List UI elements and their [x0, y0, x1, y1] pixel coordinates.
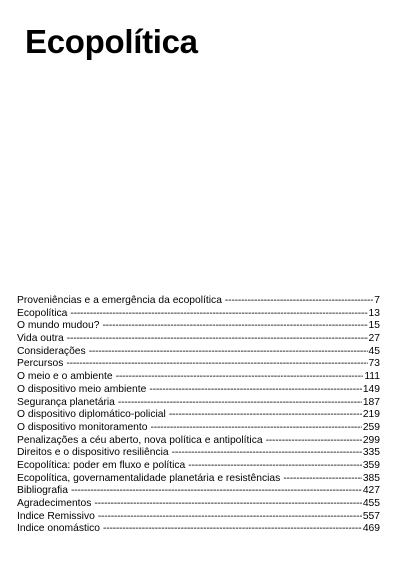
toc-entry [17, 435, 380, 448]
toc-entry [17, 498, 380, 511]
toc-leader-dashes [151, 422, 362, 435]
toc-entry-title: Índice Remissivo [17, 510, 95, 522]
toc-entry-title: Penalizações a céu aberto, nova política e antipolítica [17, 434, 263, 446]
toc-leader-dashes [283, 473, 362, 486]
toc-entry-title: Bibliografia [17, 485, 68, 497]
toc-entry [17, 473, 380, 486]
toc-entry-title: O mundo mudou? [17, 320, 100, 332]
toc-leader-dashes [89, 346, 368, 359]
toc-leader-dashes [102, 320, 367, 333]
toc-entry [17, 511, 380, 524]
toc-leader-dashes [103, 523, 362, 536]
toc-leader-dashes [172, 447, 362, 460]
toc-entry-title: Ecopolítica: poder em fluxo e política [17, 459, 186, 471]
toc-leader-dashes [188, 460, 362, 473]
toc-entry [17, 308, 380, 321]
toc-entry-title: Agradecimentos [17, 498, 92, 509]
toc-entry-page-number: 455 [362, 498, 380, 509]
toc-leader-dashes [149, 384, 361, 397]
toc-leader-dashes [118, 397, 362, 410]
toc-entry-page-number: 187 [362, 396, 380, 408]
toc-entry-page-number: 557 [362, 510, 380, 522]
toc-entry-title: Direitos e o dispositivo resiliência [17, 447, 169, 459]
toc-entry-page-number: 299 [362, 434, 380, 446]
toc-entry [17, 422, 380, 435]
toc-entry-page-number: 219 [362, 409, 380, 421]
toc-leader-dashes [66, 358, 367, 371]
toc-entry-title: O dispositivo diplomático-policial [17, 409, 166, 421]
toc-entry [17, 397, 380, 410]
toc-entry-page-number: 111 [364, 371, 380, 383]
toc-entry [17, 447, 380, 460]
toc-entry-title: Ecopolítica, governamentalidade planetária e resistências [17, 472, 281, 484]
toc-leader-dashes [169, 409, 362, 422]
toc-entry [17, 333, 380, 346]
toc-entry [17, 346, 380, 359]
toc-entry-title: Proveniências e a emergência da ecopolítica [17, 295, 222, 306]
toc-entry-page-number: 149 [362, 383, 380, 395]
toc-entry-title: Segurança planetária [17, 396, 115, 408]
toc-entry-title: Vida outra [17, 333, 64, 345]
toc-entry [17, 485, 380, 498]
toc-entry [17, 320, 380, 333]
toc-entry-page-number: 427 [362, 485, 380, 497]
toc-entry [17, 358, 380, 371]
toc-entry [17, 295, 380, 308]
toc-entry-page-number: 469 [362, 523, 380, 535]
toc-entry-page-number: 259 [362, 421, 380, 433]
toc-entry-title: O meio e o ambiente [17, 371, 113, 383]
toc-entry-title: Ecopolítica [17, 307, 68, 319]
table-of-contents [17, 295, 380, 536]
toc-entry-title: O dispositivo monitoramento [17, 421, 148, 433]
toc-entry-title: Considerações [17, 345, 86, 357]
toc-leader-dashes [116, 371, 364, 384]
toc-entry-page-number: 73 [368, 358, 380, 370]
toc-leader-dashes [70, 308, 367, 321]
toc-entry-page-number: 45 [368, 345, 380, 357]
toc-entry-page-number: 27 [368, 333, 380, 345]
toc-entry-page-number: 13 [368, 307, 380, 319]
toc-entry-page-number: 359 [362, 459, 380, 471]
toc-leader-dashes [67, 333, 368, 346]
toc-entry-title: Índice onomástico [17, 523, 100, 535]
toc-entry-page-number: 385 [362, 472, 380, 484]
page-title: Ecopolítica [25, 23, 198, 60]
toc-entry [17, 384, 380, 397]
toc-leader-dashes [225, 295, 373, 308]
toc-entry [17, 371, 380, 384]
toc-entry-page-number: 7 [374, 295, 380, 306]
toc-entry [17, 460, 380, 473]
toc-leader-dashes [266, 435, 362, 448]
toc-entry-title: Percursos [17, 358, 64, 370]
toc-leader-dashes [71, 485, 362, 498]
toc-leader-dashes [98, 511, 362, 524]
toc-entry [17, 523, 380, 536]
toc-entry-page-number: 15 [368, 320, 380, 332]
toc-leader-dashes [94, 498, 361, 511]
toc-entry-page-number: 335 [362, 447, 380, 459]
toc-entry [17, 409, 380, 422]
toc-entry-title: O dispositivo meio ambiente [17, 383, 147, 395]
